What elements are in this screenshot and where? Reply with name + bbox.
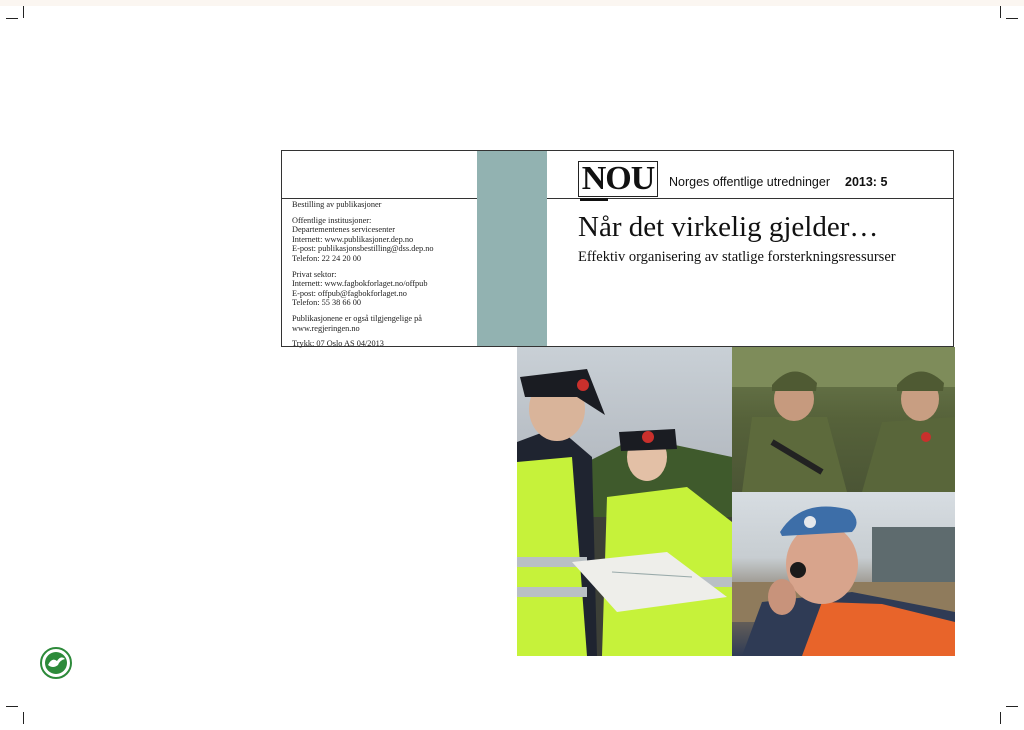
private-internet: Internett: www.fagbokforlaget.no/offpub — [292, 279, 428, 289]
print-info: Trykk: 07 Oslo AS 04/2013 — [292, 339, 384, 349]
top-edge-strip — [0, 0, 1024, 6]
nou-logo: NOU — [578, 161, 658, 197]
public-email: E-post: publikasjonsbestilling@dss.dep.no — [292, 244, 434, 254]
logo-underline — [580, 198, 608, 201]
crop-mark — [1006, 18, 1018, 19]
public-org: Departementenes servicesenter — [292, 225, 395, 235]
report-subtitle: Effektiv organisering av statlige forsterkningsressurser — [578, 249, 896, 265]
blue-beret-officer-photo — [732, 492, 955, 656]
public-phone: Telefon: 22 24 20 00 — [292, 253, 362, 263]
order-panel — [282, 151, 477, 349]
panel-divider — [282, 198, 477, 199]
order-info — [292, 200, 472, 355]
crop-mark — [1006, 706, 1018, 707]
series-name: Norges offentlige utredninger — [669, 175, 830, 189]
private-label: Privat sektor: — [292, 269, 337, 279]
crop-mark — [1000, 6, 1001, 18]
police-officers-photo — [517, 347, 732, 656]
crop-mark — [23, 712, 24, 724]
availability-line2: www.regjeringen.no — [292, 323, 360, 333]
teal-spine-band — [477, 151, 547, 346]
crop-mark — [6, 18, 18, 19]
crop-mark — [1000, 712, 1001, 724]
crop-mark — [23, 6, 24, 18]
report-title: Når det virkelig gjelder… — [578, 211, 879, 243]
report-number: 2013: 5 — [845, 175, 888, 189]
order-heading: Bestilling av publikasjoner — [292, 200, 382, 209]
soldiers-photo — [732, 347, 955, 492]
public-internet: Internett: www.publikasjoner.dep.no — [292, 234, 414, 244]
nordic-swan-ecolabel-icon — [40, 647, 72, 679]
crop-mark — [6, 706, 18, 707]
availability-line1: Publikasjonene er også tilgjengelige på — [292, 313, 422, 323]
public-label: Offentlige institusjoner: — [292, 215, 372, 225]
private-email: E-post: offpub@fagbokforlaget.no — [292, 288, 407, 298]
private-phone: Telefon: 55 38 66 00 — [292, 298, 362, 308]
